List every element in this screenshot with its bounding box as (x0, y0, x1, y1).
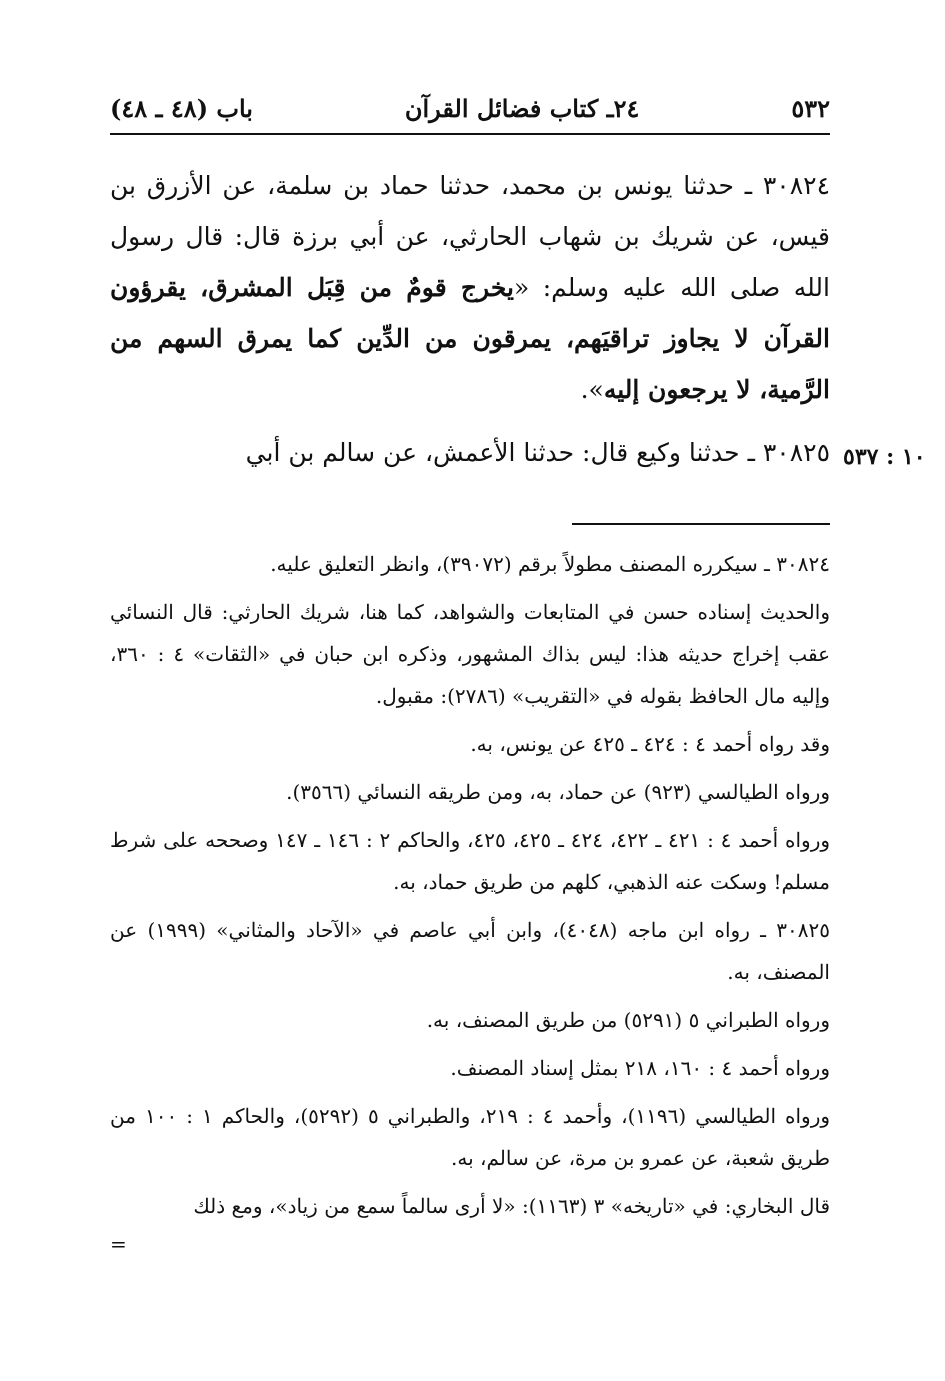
footnote-paragraph: ورواه أحمد ٤ : ١٦٠، ٢١٨ بمثل إسناد المصنف. (450, 1056, 830, 1080)
footnote-paragraph: قال البخاري: في «تاريخه» ٣ (١١٦٣): «لا أرى سالماً سمع من زياد»، ومع ذلك (193, 1194, 830, 1218)
footnote-paragraph: ورواه أحمد ٤ : ٤٢١ ـ ٤٢٢، ٤٢٤ ـ ٤٢٥، ٤٢٥، والحاكم ٢ : ١٤٦ ـ ١٤٧ وصححه على شرط مسلم! وسكت عنه الذهبي، كلهم من طريق حماد، به. (110, 828, 831, 894)
hadith-30824-isnad: ٣٠٨٢٤ ـ حدثنا يونس بن محمد، حدثنا حماد بن سلمة، عن الأزرق بن قيس، عن شريك بن شهاب الحارثي، عن أبي برزة قال: قال رسول الله صلى الله عليه وسلم: « (110, 171, 830, 302)
footnote-paragraph: والحديث إسناده حسن في المتابعات والشواهد، كما هنا، شريك الحارثي: قال النسائي عقب إخراج حديثه هذا: ليس بذاك المشهور، وذكره ابن حبان في «الثقات» ٤ : ٣٦٠، وإليه مال الحافظ بقوله في «التقريب» (٢٧٨٦): مقبول. (110, 600, 831, 708)
footnotes (110, 543, 830, 1255)
footnote-paragraph: ٣٠٨٢٥ ـ رواه ابن ماجه (٤٠٤٨)، وابن أبي عاصم في «الآحاد والمثاني» (١٩٩٩) عن المصنف، به. (110, 918, 830, 984)
footnote-paragraph: وقد رواه أحمد ٤ : ٤٢٤ ـ ٤٢٥ عن يونس، به. (470, 732, 830, 756)
main-text (110, 160, 830, 478)
margin-reference: ١٠ : ٥٣٧ (843, 444, 926, 470)
book-title: ٢٤ـ كتاب فضائل القرآن (404, 93, 640, 123)
hadith-30824-close: ». (580, 375, 604, 404)
footnote-separator (572, 523, 830, 525)
header-rule (110, 133, 830, 135)
chapter-label: باب (٤٨ ـ ٤٨) (110, 93, 253, 123)
footnote-paragraph: ورواه الطبراني ٥ (٥٢٩١) من طريق المصنف، به. (426, 1008, 830, 1032)
footnote-paragraph: ورواه الطيالسي (٩٢٣) عن حماد، به، ومن طريقه النسائي (٣٥٦٦). (286, 780, 830, 804)
footnote-paragraph: ورواه الطيالسي (١١٩٦)، وأحمد ٤ : ٢١٩، والطبراني ٥ (٥٢٩٢)، والحاكم ١ : ١٠٠ من طريق شعبة، عن عمرو بن مرة، عن سالم، به. (110, 1104, 831, 1170)
hadith-30825: ٣٠٨٢٥ ـ حدثنا وكيع قال: حدثنا الأعمش، عن سالم بن أبي (245, 438, 830, 467)
hadith-30824 (110, 160, 830, 415)
page-number: ٥٣٢ (791, 93, 830, 123)
page-header (110, 88, 830, 128)
hadith-30824-matn: يخرج قومٌ من قِبَل المشرق، يقرؤون القرآن لا يجاوز تراقيَهم، يمرقون من الدِّين كما يمرق السهم من الرَّمية، لا يرجعون إليه (110, 273, 830, 404)
footnote-paragraph: ٣٠٨٢٤ ـ سيكرره المصنف مطولاً برقم (٣٩٠٧٢)، وانظر التعليق عليه. (270, 552, 830, 576)
continuation-mark: = (110, 1232, 127, 1256)
